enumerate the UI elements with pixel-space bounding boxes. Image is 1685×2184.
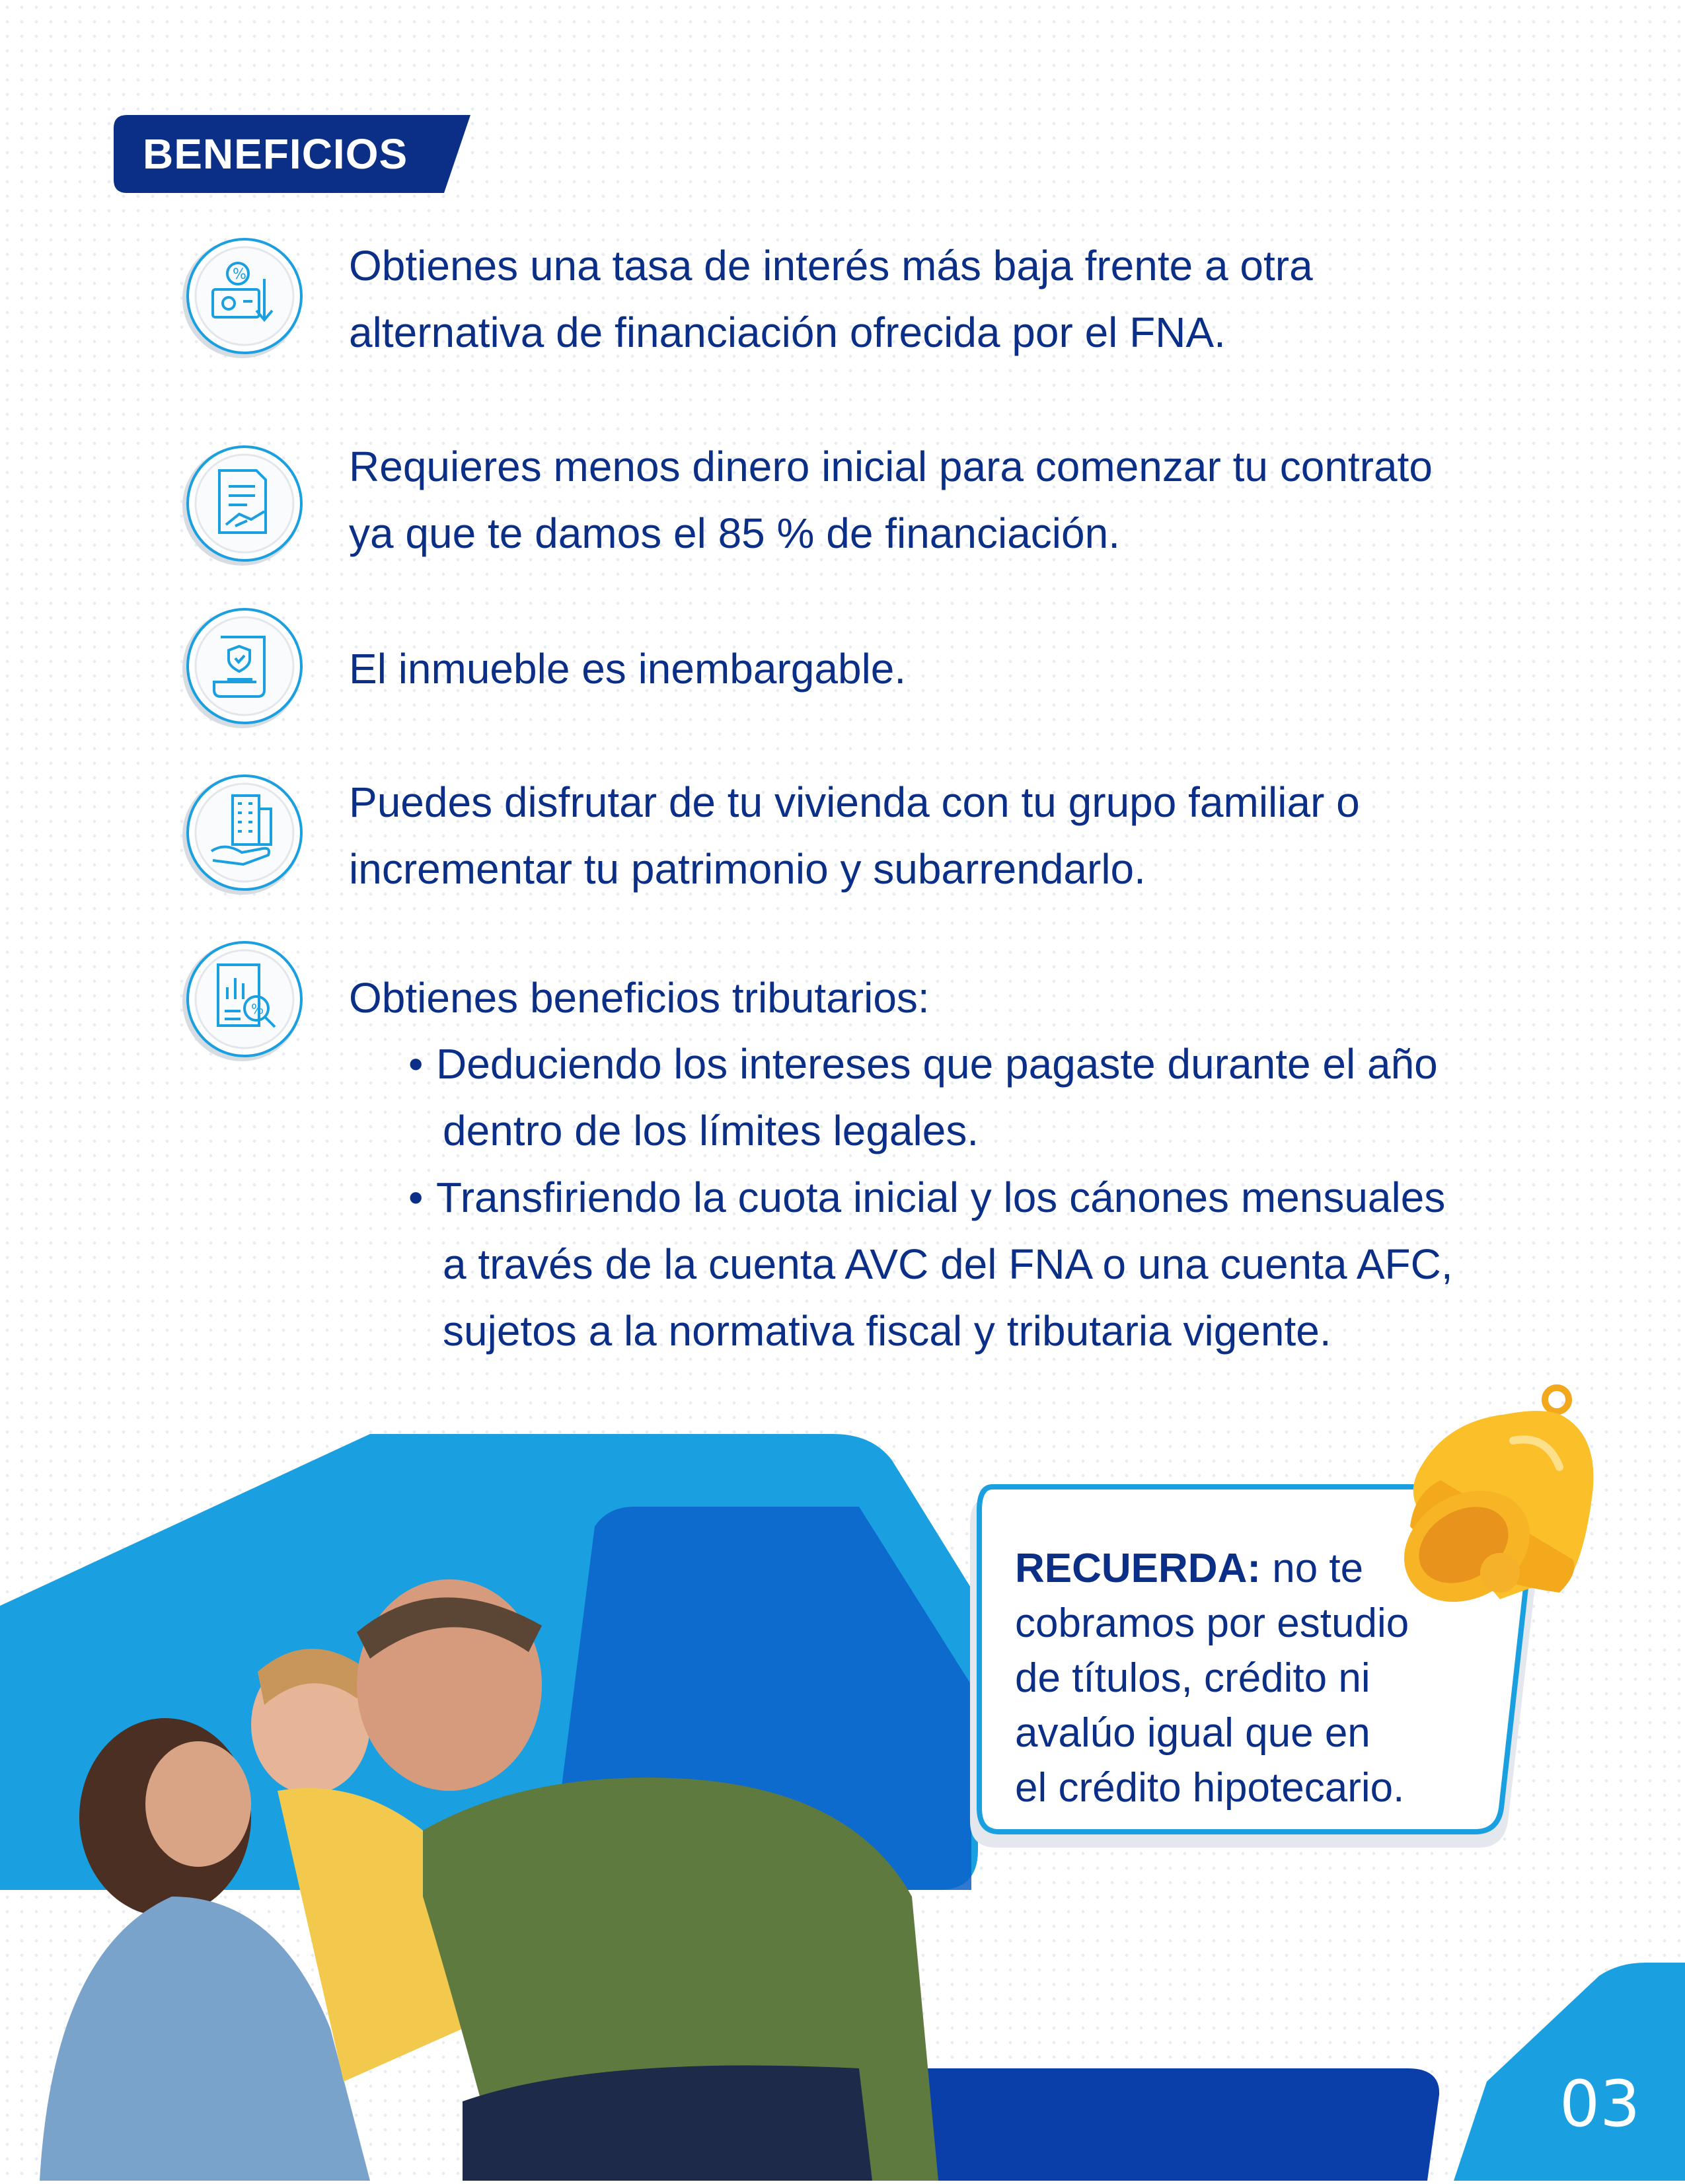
benefit-text-line: Obtienes una tasa de interés más baja frente a otra [349, 242, 1313, 289]
bullet-text-line: Deduciendo los intereses que pagaste durante el año [436, 1040, 1438, 1088]
benefit-text-line: ya que te damos el 85 % de financiación. [349, 509, 1120, 557]
benefit-text-line: alternativa de financiación ofrecida por el FNA. [349, 309, 1226, 356]
percentage-document-icon [178, 233, 311, 365]
benefit-text-line: El inmueble es inembargable. [349, 645, 907, 693]
bullet-text-line: Transfiriendo la cuota inicial y los cánones mensuales [436, 1174, 1446, 1221]
benefit-text-line: Puedes disfrutar de tu vivienda con tu grupo familiar o [349, 778, 1360, 826]
reminder-text [1015, 1541, 1409, 1815]
reminder-text-line: cobramos por estudio [1015, 1600, 1409, 1646]
benefit-text-line: incrementar tu patrimonio y subarrendarlo. [349, 845, 1146, 893]
tax-report-icon [178, 936, 311, 1068]
page-number: 03 [1559, 2067, 1641, 2141]
bell-icon [1361, 1381, 1606, 1632]
benefit-text-line: Requieres menos dinero inicial para comenzar tu contrato [349, 443, 1433, 490]
bullet-marker: • [408, 1040, 424, 1088]
reminder-text-line: no te [1261, 1546, 1364, 1591]
reminder-label: RECUERDA: [1015, 1546, 1261, 1591]
building-hand-icon [178, 769, 311, 901]
bullet-text-line: a través de la cuenta AVC del FNA o una cuenta AFC, [443, 1240, 1453, 1288]
section-title-badge [114, 115, 470, 193]
contract-handshake-icon [178, 440, 311, 572]
reminder-text-line: de títulos, crédito ni [1015, 1655, 1370, 1701]
svg-text:%: % [233, 266, 246, 283]
reminder-text-line: el crédito hipotecario. [1015, 1765, 1405, 1811]
svg-text:%: % [251, 1001, 264, 1017]
shield-certificate-icon [178, 603, 311, 735]
bullet-marker: • [408, 1174, 424, 1221]
bullet-text-line: dentro de los límites legales. [443, 1107, 979, 1154]
section-title: BENEFICIOS [143, 130, 408, 178]
reminder-text-line: avalúo igual que en [1015, 1710, 1370, 1756]
bullet-text-line: sujetos a la normativa fiscal y tributaria vigente. [443, 1307, 1331, 1355]
benefit-text-line: Obtienes beneficios tributarios: [349, 974, 930, 1022]
